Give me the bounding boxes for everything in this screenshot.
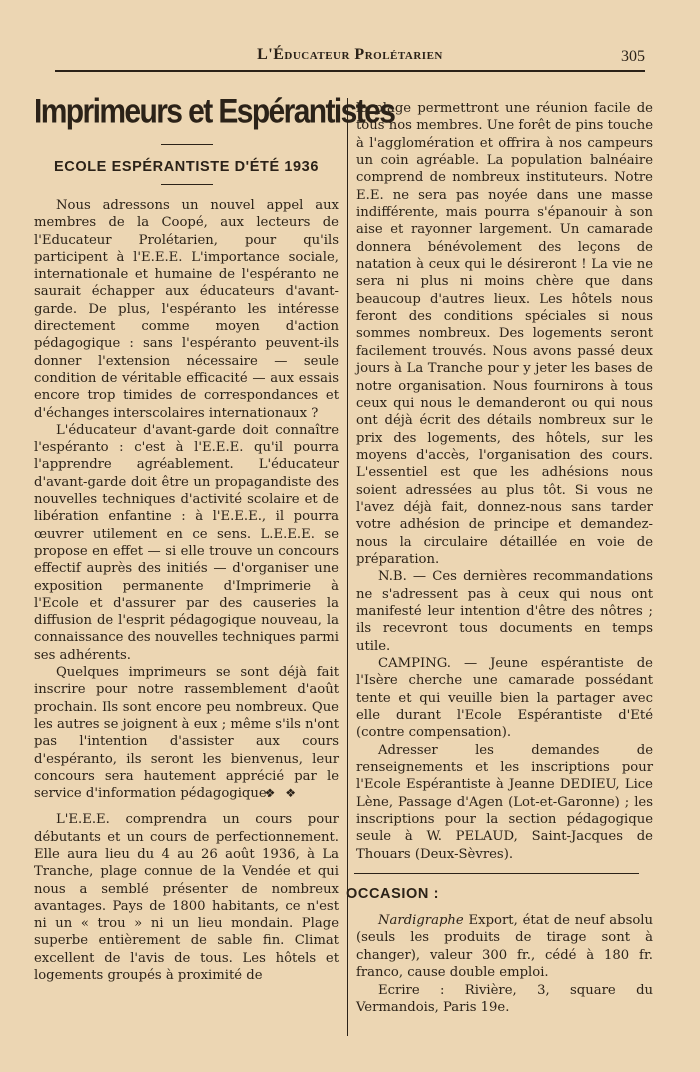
section-divider — [161, 184, 213, 185]
page-header — [55, 44, 645, 74]
occasion-rule — [354, 873, 639, 874]
occasion-address: Ecrire : Rivière, 3, square du Vermandois, Paris 19e. — [356, 982, 653, 1015]
running-title: L'Éducateur Prolétarien — [257, 46, 443, 63]
product-name: Nardigraphe — [378, 913, 464, 929]
occasion-title: OCCASION : — [346, 886, 439, 903]
paragraph-contact: Adresser les demandes de renseignements et les inscriptions pour l'Ecole Espérantiste à Jeanne DEDIEU, Lice Lène, Passage d'Agen (Lot-et-Garonne) ; les inscriptions pour la section pédagogique seule à W. PELAUD, Saint-Jacques de Thouars (Deux-Sèvres). — [356, 742, 653, 862]
paragraph-camping: CAMPING. — Jeune espérantiste de l'Isère cherche une camarade possédant tente et qui veuille bien la partager avec elle durant l'Ecole Espérantiste d'Eté (contre compensation). — [356, 656, 653, 741]
article-title: Imprimeurs et Espérantistes — [34, 92, 395, 131]
paragraph-avant-garde: L'éducateur d'avant-garde doit connaître l'espéranto : c'est à l'E.E.E. qu'il pourra l'apprendre agréablement. L'éducateur d'avant-garde doit être un propagandiste des nouvelles techniques d'activité scolaire et de libération enfantine : à l'E.E.E., il pourra œuvrer utilement en ce sens. L.E.E.E. se propose en effet — si elle trouve un concours effectif auprès des initiés — d'organiser une exposition permanente d'Imprimerie à l'Ecole et d'assurer par des causeries la diffusion de l'esprit pédagogique nouveau, la connaissance des nouvelles techniques parmi ses adhérents. — [34, 422, 339, 663]
header-rule — [55, 70, 645, 72]
paragraph-imprimeurs: Quelques imprimeurs se sont déjà fait inscrire pour notre rassemblement d'août prochain. Ils sont encore peu nombreux. Que les autres se joignent à eux ; même s'ils n'ont pas l'intention d'assister aux cours d'espéranto, ils seront les bienvenus, leur concours sera hautement apprécié par le service d'information pédagogique. — [34, 665, 339, 802]
occasion-paragraph — [356, 912, 653, 981]
ornament: ❖ ❖ — [264, 786, 299, 801]
paragraph-courses: L'E.E.E. comprendra un cours pour débutants et un cours de perfectionnement. Elle aura lieu du 4 au 26 août 1936, à La Tranche, plage connue de la Vendée et qui nous a semblé présenter de nombreux avantages. Pays de 1800 habitants, ce n'est ni un « trou » ni un lieu mondain. Plage superbe entièrement de sable fin. Climat excellent de l'avis de tous. Les hôtels et logements groupés à proximité de — [34, 812, 339, 984]
paragraph-continuation: la plage permettront une réunion facile de tous nos membres. Une forêt de pins touche à l'agglomération et offrira à nos campeurs un coin agréable. La population balnéaire comprend de nombreux instituteurs. Notre E.E. ne sera pas noyée dans une masse indifférente, mais pourra s'épanouir à son aise et rayonner largement. Un camarade donnera bénévolement des leçons de natation à ceux qui le désireront ! La vie ne sera ni plus ni moins chère que dans beaucoup d'autres lieux. Les hôtels nous feront des conditions spéciales si nous sommes nombreux. Des logements seront facilement trouvés. Nous avons passé deux jours à La Tranche pour y jeter les bases de notre organisation. Nous fournirons à tous ceux qui nous le demanderont ou qui nous ont déjà écrit des détails nombreux sur le prix des logements, des hôtels, sur les moyens d'accès, l'organisation des cours. L'essentiel est que les adhésions nous soient adressées au plus tôt. Si vous ne l'avez déjà fait, donnez-nous sans tarder votre adhésion de principe et demandez-nous la circulaire détaillée en voie de préparation. — [356, 101, 653, 567]
page-number: 305 — [621, 48, 645, 65]
title-divider — [161, 144, 213, 145]
section-title: ECOLE ESPÉRANTISTE D'ÉTÉ 1936 — [54, 159, 319, 175]
paragraph-nb: N.B. — Ces dernières recommandations ne s'adressent pas à ceux qui nous ont manifesté leur intention d'être des nôtres ; ils recevront tous documents en temps utile. — [356, 569, 653, 654]
right-column — [346, 100, 653, 1016]
occasion-description: Export, état de neuf absolu (seuls les produits de tirage sont à changer), valeur 300 fr., cédé à 180 fr. franco, cause double emploi. — [356, 913, 653, 981]
paragraph-appeal: Nous adressons un nouvel appel aux membres de la Coopé, aux lecteurs de l'Educateur Prolétarien, pour qu'ils participent à l'E.E.E. L'importance sociale, internationale et humaine de l'espéranto ne saurait échapper aux éducateurs d'avant-garde. De plus, l'espéranto les intéresse directement comme moyen d'action pédagogique : sans l'espéranto peuvent-ils donner l'extension nécessaire — seule condition de véritable efficacité — aux essais encore trop timides de correspondances et d'échanges interscolaires internationaux ? — [34, 198, 339, 421]
